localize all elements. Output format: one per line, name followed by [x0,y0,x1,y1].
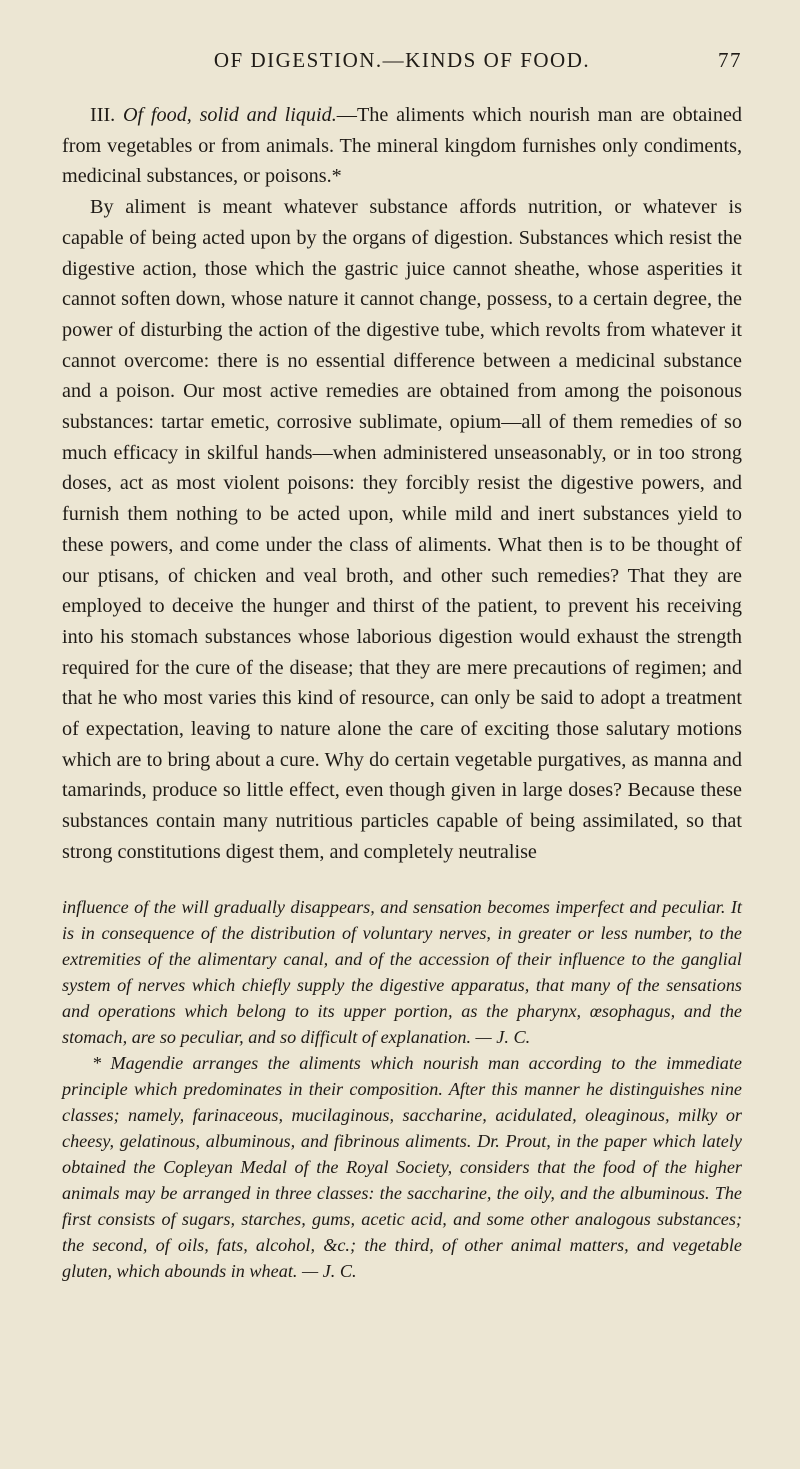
section-number: III. [90,104,116,126]
footnote: * Magendie arranges the aliments which nourish man according to the immediate principle which predominates in their composition. After this manner he distinguishes nine classes; namely, farinaceous, mucilaginous, saccharine, acidulated, oleaginous, milky or cheesy, gelatinous, albuminous, and fibrinous aliments. Dr. Prout, in the paper which lately obtained the Copleyan Medal of the Royal Society, considers that the food of the higher animals may be arranged in three classes: the saccharine, the oily, and the albuminous. The first consists of sugars, starches, gums, acetic acid, and some other analogous substances; the second, of oils, fats, alcohol, &c.; the third, of other animal matters, and vegetable gluten, which abounds in wheat. — J. C. [62,1052,742,1281]
footnote-continuation: influence of the will gradually disappears, and sensation becomes imperfect and peculiar. It is in consequence of the distribution of voluntary nerves, in greater or less number, to the extremities of the alimentary canal, and of the accession of their influence to the ganglial system of nerves which chiefly supply the digestive apparatus, that many of the sensations and operations which belong to its upper portion, as the pharynx, œsophagus, and the stomach, are so peculiar, and so difficult of explanation. — J. C. [62,896,742,1047]
section-title: Of food, solid and liquid. [122,104,337,126]
running-title: OF DIGESTION.—KINDS OF FOOD. [213,48,591,72]
running-head [62,48,742,78]
section-paragraph [62,100,742,192]
footnotes [62,894,742,1284]
page-number: 77 [718,48,742,72]
paragraph: By aliment is meant whatever substance affords nutrition, or whatever is capable of being acted upon by the organs of digestion. Substances which resist the digestive action, those which the gastric juice cannot sheathe, whose asperities it cannot soften down, whose nature it cannot change, possess, to a certain degree, the power of disturbing the action of the digestive tube, which revolts from whatever it cannot overcome: there is no essential difference between a medicinal substance and a poison. Our most active remedies are obtained from among the poisonous substances: tartar emetic, corrosive sublimate, opium—all of them remedies of so much efficacy in skilful hands—when administered unseasonably, or in too strong doses, act as most violent poisons: they forcibly resist the digestive powers, and furnish them nothing to be acted upon, while mild and inert substances yield to these powers, and come under the class of aliments. What then is to be thought of our ptisans, of chicken and veal broth, and other such remedies? That they are employed to deceive the hunger and thirst of the patient, to prevent his receiving into his stomach substances whose laborious digestion would exhaust the strength required for the cure of the disease; that they are mere precautions of regimen; and that he who most varies this kind of resource, can only be said to adopt a treatment of expectation, leaving to nature alone the care of exciting those salutary motions which are to bring about a cure. Why do certain vegetable purgatives, as manna and tamarinds, produce so little effect, even though given in large doses? Because these substances contain many nutritious particles capable of being assimilated, so that strong constitutions digest them, and completely neutralise [62,196,742,863]
book-page [0,48,800,1469]
paragraph-text: —The aliments which nourish man are obtained from vegetables or from animals. The mineral kingdom furnishes only condiments, medicinal substances, or poisons.* [62,104,742,188]
main-text [62,100,742,868]
